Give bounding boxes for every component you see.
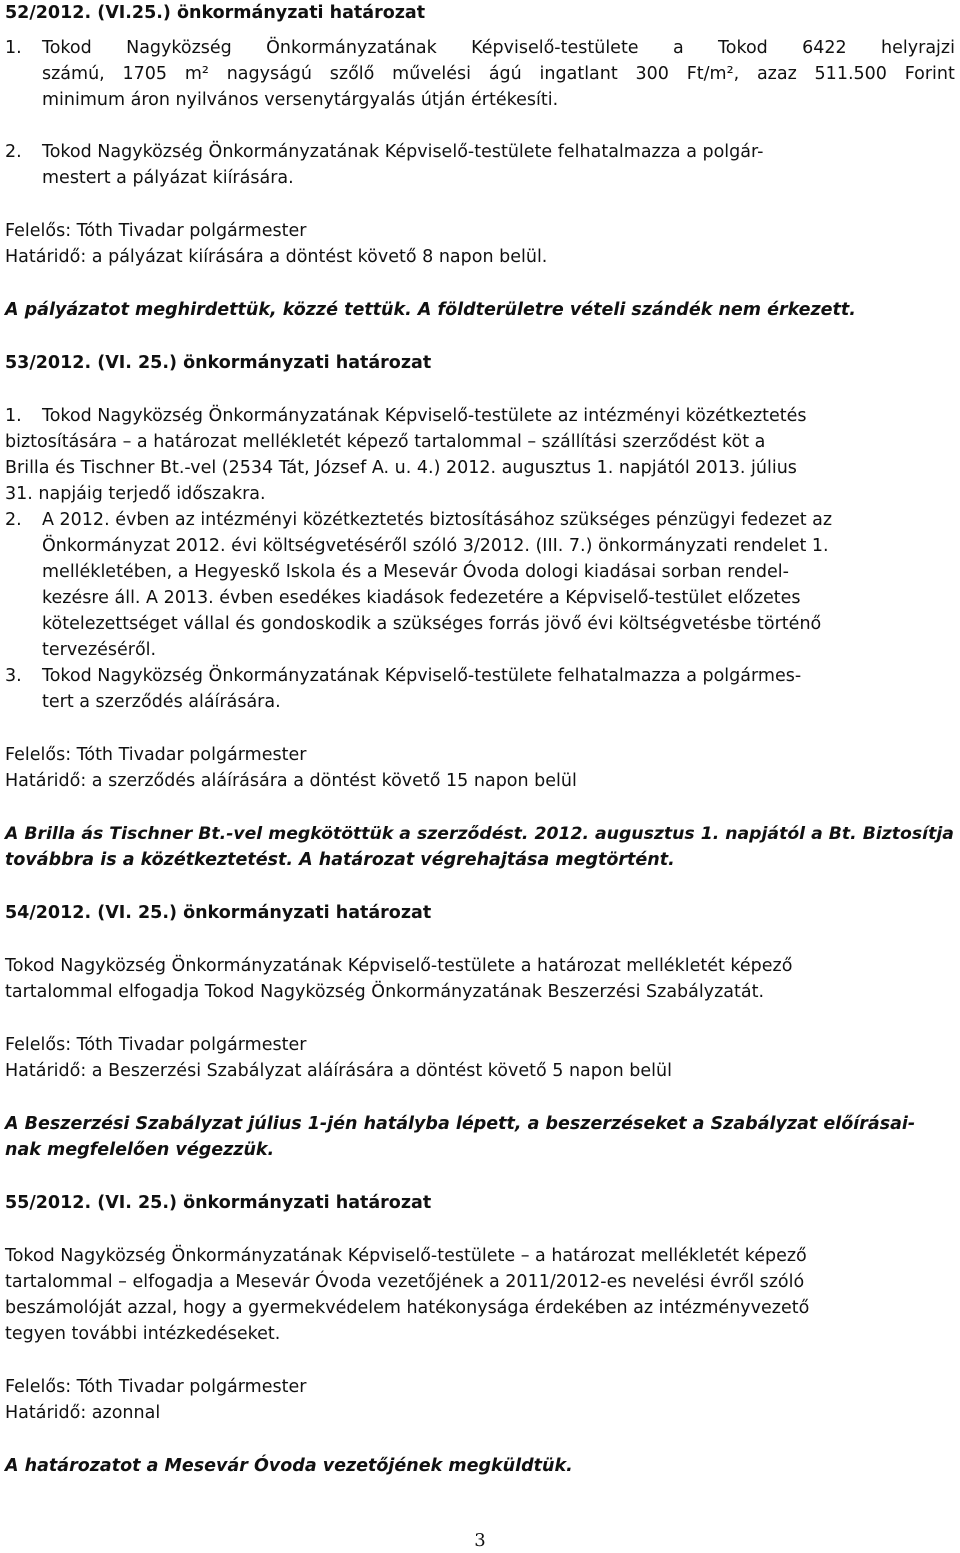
paragraph-line: Tokod Nagyközség Önkormányzatának Képviselő-testülete a határozat mellékletét képező [5,956,793,976]
status-note: A pályázatot meghirdettük, közzé tettük. A földterületre vételi szándék nem érkezett. [5,300,856,320]
resolution-53-title: 53/2012. (VI. 25.) önkormányzati határozat [5,353,432,373]
resolution-55-title: 55/2012. (VI. 25.) önkormányzati határozat [5,1193,432,1213]
paragraph-line: kezésre áll. A 2013. évben esedékes kiadások fedezetére a Képviselő-testület előzetes [42,588,801,608]
paragraph-line: Tokod Nagyközség Önkormányzatának Képviselő-testülete felhatalmazza a polgármes- [42,666,802,686]
paragraph-line: Tokod Nagyközség Önkormányzatának Képviselő-testülete a Tokod 6422 helyrajzi [42,38,955,58]
paragraph-line: tartalommal elfogadja Tokod Nagyközség Önkormányzatának Beszerzési Szabályzatát. [5,982,765,1002]
status-note: A Brilla ás Tischner Bt.-vel megkötöttük a szerződést. 2012. augusztus 1. napjától a Bt. Biztosítja [5,824,954,844]
list-number: 1. [5,38,22,58]
paragraph-line: minimum áron nyilvános versenytárgyalás útján értékesíti. [42,90,559,110]
responsible-line: Felelős: Tóth Tivadar polgármester [5,1035,307,1055]
status-note: A határozatot a Mesevár Óvoda vezetőjének megküldtük. [5,1456,573,1476]
paragraph-line: Tokod Nagyközség Önkormányzatának Képviselő-testülete az intézményi közétkeztetés [42,406,807,426]
paragraph-line: számú, 1705 m² nagyságú szőlő művelési ágú ingatlant 300 Ft/m², azaz 511.500 Forint [42,64,955,84]
resolution-52-title: 52/2012. (VI.25.) önkormányzati határozat [5,3,426,23]
paragraph-line: tartalommal – elfogadja a Mesevár Óvoda vezetőjének a 2011/2012-es nevelési évről szóló [5,1272,805,1292]
paragraph-line: Tokod Nagyközség Önkormányzatának Képviselő-testülete felhatalmazza a polgár- [42,142,764,162]
status-note: továbbra is a közétkeztetést. A határozat végrehajtása megtörtént. [5,850,675,870]
responsible-line: Felelős: Tóth Tivadar polgármester [5,1377,307,1397]
paragraph-line: biztosítására – a határozat mellékletét képező tartalommal – szállítási szerződést köt a [5,432,766,452]
paragraph-line: mellékletében, a Hegyeskő Iskola és a Mesevár Óvoda dologi kiadásai sorban rendel- [42,562,789,582]
deadline-line: Határidő: a szerződés aláírására a döntést követő 15 napon belül [5,771,577,791]
paragraph-line: A 2012. évben az intézményi közétkeztetés biztosításához szükséges pénzügyi fedezet az [42,510,833,530]
paragraph-line: 31. napjáig terjedő időszakra. [5,484,266,504]
deadline-line: Határidő: a Beszerzési Szabályzat aláírására a döntést követő 5 napon belül [5,1061,672,1081]
deadline-line: Határidő: a pályázat kiírására a döntést követő 8 napon belül. [5,247,548,267]
paragraph-line: beszámolóját azzal, hogy a gyermekvédelem hatékonysága érdekében az intézményvezető [5,1298,810,1318]
paragraph-line: tegyen további intézkedéseket. [5,1324,281,1344]
status-note: nak megfelelően végezzük. [5,1140,275,1160]
paragraph-line: kötelezettséget vállal és gondoskodik a szükséges forrás jövő évi költségvetésbe történő [42,614,822,634]
responsible-line: Felelős: Tóth Tivadar polgármester [5,221,307,241]
responsible-line: Felelős: Tóth Tivadar polgármester [5,745,307,765]
list-number: 3. [5,666,22,686]
status-note: A Beszerzési Szabályzat július 1-jén hatályba lépett, a beszerzéseket a Szabályzat előírásai- [5,1114,916,1134]
paragraph-line: tert a szerződés aláírására. [42,692,281,712]
paragraph-line: tervezéséről. [42,640,157,660]
paragraph-line: Brilla és Tischner Bt.-vel (2534 Tát, József A. u. 4.) 2012. augusztus 1. napjától 2013. július [5,458,797,478]
paragraph-line: Önkormányzat 2012. évi költségvetéséről szóló 3/2012. (III. 7.) önkormányzati rendelet 1. [42,536,829,556]
deadline-line: Határidő: azonnal [5,1403,161,1423]
list-number: 1. [5,406,22,426]
resolution-54-title: 54/2012. (VI. 25.) önkormányzati határozat [5,903,432,923]
paragraph-line: Tokod Nagyközség Önkormányzatának Képviselő-testülete – a határozat mellékletét képező [5,1246,807,1266]
list-number: 2. [5,142,22,162]
list-number: 2. [5,510,22,530]
page-number: 3 [474,1530,486,1551]
paragraph-line: mestert a pályázat kiírására. [42,168,294,188]
